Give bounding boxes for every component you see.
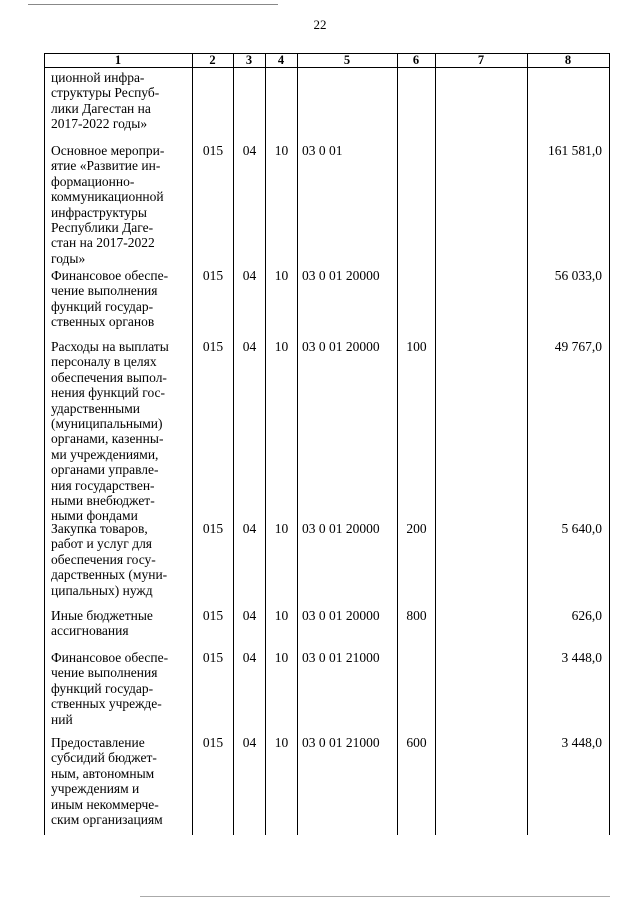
column-header-8: 8: [564, 53, 572, 67]
amount: 161 581,0: [548, 143, 602, 158]
top-rule: [28, 4, 278, 5]
ministry-code: 015: [202, 608, 224, 623]
expense-type-code: 600: [406, 735, 427, 750]
column-divider: [265, 53, 266, 835]
table-border-left: [44, 53, 45, 835]
amount: 3 448,0: [561, 735, 602, 750]
amount: 56 033,0: [554, 268, 602, 283]
ministry-code: 015: [202, 268, 224, 283]
row-name: Основное меропри- ятие «Развитие ин- формационно- коммуникационной инфраструктуры Республики Даге- стан на 2017-2022 годы»: [51, 143, 165, 266]
column-header-3: 3: [245, 53, 253, 67]
subsection-code: 10: [274, 735, 289, 750]
target-article-code: 03 0 01 20000: [302, 608, 380, 623]
budget-table: [44, 53, 610, 835]
column-divider: [297, 53, 298, 835]
table-border-right: [609, 53, 610, 835]
column-header-6: 6: [412, 53, 420, 67]
column-divider: [233, 53, 234, 835]
subsection-code: 10: [274, 268, 289, 283]
row-name: ционной инфра- структуры Респуб- лики Дагестан на 2017-2022 годы»: [51, 70, 160, 132]
row-name: Финансовое обеспе- чение выполнения функций государ- ственных учрежде- ний: [51, 650, 169, 727]
ministry-code: 015: [202, 521, 224, 536]
subsection-code: 10: [274, 521, 289, 536]
section-code: 04: [242, 143, 257, 158]
section-code: 04: [242, 521, 257, 536]
section-code: 04: [242, 650, 257, 665]
column-header-5: 5: [343, 53, 351, 67]
column-header-1: 1: [114, 53, 122, 67]
target-article-code: 03 0 01 20000: [302, 268, 380, 283]
subsection-code: 10: [274, 339, 289, 354]
section-code: 04: [242, 339, 257, 354]
column-divider: [435, 53, 436, 835]
subsection-code: 10: [274, 650, 289, 665]
page-number: 22: [313, 17, 327, 32]
row-name: Расходы на выплаты персоналу в целях обеспечения выпол- нения функций гос- ударственными (муниципальными) органами, казенны- ми учреждениями, органами управле- ния государствен- ными внебюджет- ными фондами: [51, 339, 169, 524]
target-article-code: 03 0 01 21000: [302, 650, 380, 665]
amount: 626,0: [571, 608, 602, 623]
column-header-4: 4: [277, 53, 285, 67]
ministry-code: 015: [202, 143, 224, 158]
row-name: Закупка товаров, работ и услуг для обеспечения госу- дарственных (муни- ципальных) нужд: [51, 521, 168, 598]
section-code: 04: [242, 268, 257, 283]
row-name: Финансовое обеспе- чение выполнения функций государ- ственных органов: [51, 268, 169, 330]
amount: 49 767,0: [554, 339, 602, 354]
amount: 5 640,0: [561, 521, 602, 536]
target-article-code: 03 0 01 20000: [302, 339, 380, 354]
subsection-code: 10: [274, 608, 289, 623]
column-divider: [192, 53, 193, 835]
target-article-code: 03 0 01 21000: [302, 735, 380, 750]
bottom-rule: [140, 896, 610, 897]
section-code: 04: [242, 735, 257, 750]
expense-type-code: 800: [406, 608, 427, 623]
column-divider: [527, 53, 528, 835]
row-name: Предоставление субсидий бюджет- ным, автономным учреждениям и иным некоммерче- ским организациям: [51, 735, 163, 828]
ministry-code: 015: [202, 650, 224, 665]
expense-type-code: 100: [406, 339, 427, 354]
target-article-code: 03 0 01: [302, 143, 343, 158]
column-header-7: 7: [477, 53, 485, 67]
ministry-code: 015: [202, 339, 224, 354]
expense-type-code: 200: [406, 521, 427, 536]
target-article-code: 03 0 01 20000: [302, 521, 380, 536]
ministry-code: 015: [202, 735, 224, 750]
subsection-code: 10: [274, 143, 289, 158]
amount: 3 448,0: [561, 650, 602, 665]
section-code: 04: [242, 608, 257, 623]
column-divider: [397, 53, 398, 835]
column-header-2: 2: [209, 53, 216, 67]
header-bottom-rule: [44, 67, 610, 68]
row-name: Иные бюджетные ассигнования: [51, 608, 153, 639]
